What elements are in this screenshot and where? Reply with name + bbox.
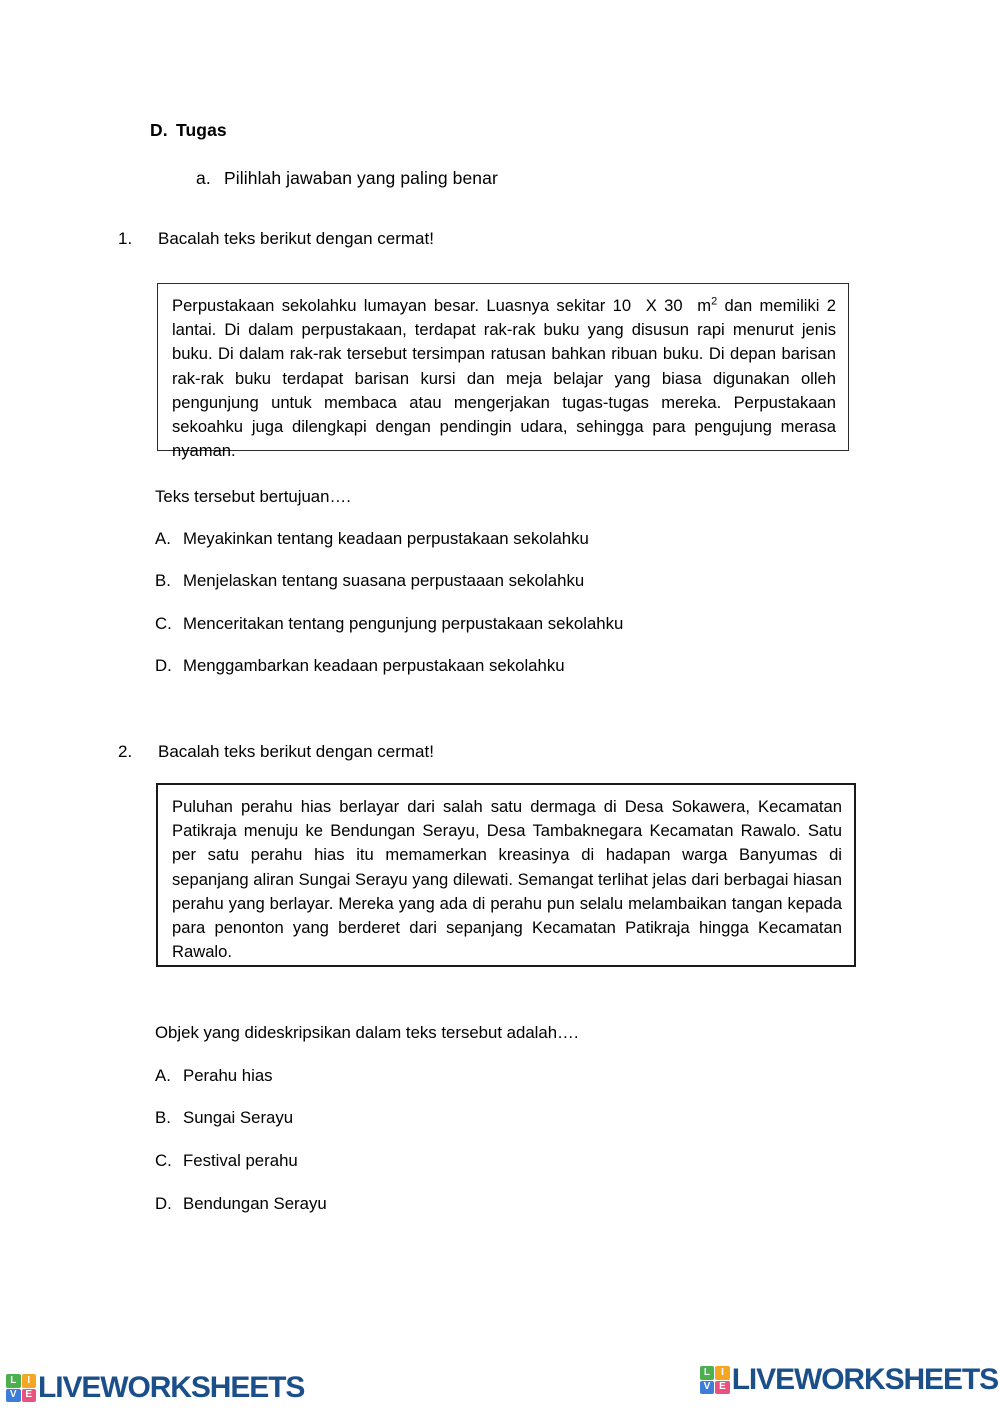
question-1-option-c-text: Menceritakan tentang pengunjung perpustakaan sekolahku <box>183 614 624 633</box>
section-heading <box>150 120 227 141</box>
question-2-option-c-letter: C. <box>155 1151 172 1170</box>
liveworksheets-wordmark: LIVEWORKSHEETS <box>38 1371 305 1404</box>
question-2-passage-box <box>156 783 856 967</box>
question-1-option-b-text: Menjelaskan tentang suasana perpustaaan sekolahku <box>183 571 585 590</box>
question-1-option-c[interactable] <box>155 614 623 634</box>
liveworksheets-logo-right[interactable] <box>700 1365 998 1395</box>
question-1-number: 1. <box>118 229 133 248</box>
question-1-prompt-text: Bacalah teks berikut dengan cermat! <box>158 229 434 248</box>
question-2-option-b[interactable] <box>155 1108 293 1128</box>
sub-instruction-text: Pilihlah jawaban yang paling benar <box>224 168 498 188</box>
liveworksheets-logo-icon <box>6 1374 36 1402</box>
liveworksheets-wordmark: LIVEWORKSHEETS <box>731 1363 998 1396</box>
question-2-option-d-letter: D. <box>155 1194 172 1213</box>
question-2-option-c-text: Festival perahu <box>183 1151 298 1170</box>
logo-tile-e: E <box>22 1389 37 1403</box>
logo-tile-v: V <box>6 1389 21 1403</box>
question-1-option-b[interactable] <box>155 571 584 591</box>
question-1-option-a-text: Meyakinkan tentang keadaan perpustakaan sekolahku <box>183 529 589 548</box>
logo-tile-v: V <box>700 1381 715 1395</box>
question-2-option-d[interactable] <box>155 1194 327 1214</box>
liveworksheets-logo-left[interactable] <box>6 1373 304 1403</box>
question-2-passage-text: Puluhan perahu hias berlayar dari salah satu dermaga di Desa Sokawera, Kecamatan Patikraja menuju ke Bendungan Serayu, Desa Tambaknegara Kecamatan Rawalo. Satu per satu perahu hias itu memamerkan kreasinya di hadapan warga Banyumas di sepanjang aliran Sungai Serayu yang dilewati. Semangat terlihat jelas dari berbagai hiasan perahu yang berlayar. Mereka yang ada di perahu pun selalu melambaikan tangan kepada para penonton yang berderet dari sepanjang Kecamatan Patikraja hingga Kecamatan Rawalo. <box>172 797 842 962</box>
question-2-option-a-text: Perahu hias <box>183 1066 273 1085</box>
question-1-option-d-text: Menggambarkan keadaan perpustakaan sekolahku <box>183 656 565 675</box>
question-2-option-c[interactable] <box>155 1151 298 1171</box>
question-2-option-b-text: Sungai Serayu <box>183 1108 294 1127</box>
logo-tile-i: I <box>715 1366 730 1380</box>
question-2-stem: Objek yang dideskripsikan dalam teks tersebut adalah…. <box>155 1023 579 1042</box>
question-2-prompt-text: Bacalah teks berikut dengan cermat! <box>158 742 434 761</box>
logo-tile-i: I <box>22 1374 37 1388</box>
question-1-option-a-letter: A. <box>155 529 171 548</box>
question-2-option-d-text: Bendungan Serayu <box>183 1194 327 1213</box>
question-1-option-d-letter: D. <box>155 656 172 675</box>
logo-tile-l: L <box>6 1374 21 1388</box>
question-1-option-b-letter: B. <box>155 571 171 590</box>
question-1-stem: Teks tersebut bertujuan…. <box>155 487 351 506</box>
section-marker: D. <box>150 120 168 140</box>
question-2-option-b-letter: B. <box>155 1108 171 1127</box>
logo-tile-l: L <box>700 1366 715 1380</box>
sub-instruction <box>196 168 498 189</box>
liveworksheets-logo-icon <box>700 1366 730 1394</box>
sub-instruction-marker: a. <box>196 168 211 188</box>
question-1-prompt <box>118 229 434 249</box>
section-title: Tugas <box>176 120 227 140</box>
question-2-number: 2. <box>118 742 133 761</box>
question-2-prompt <box>118 742 434 762</box>
question-1-passage-box <box>157 283 849 461</box>
question-1-option-d[interactable] <box>155 656 565 676</box>
question-2-option-a-letter: A. <box>155 1066 171 1085</box>
question-1-option-a[interactable] <box>155 529 589 549</box>
question-2-option-a[interactable] <box>155 1066 273 1086</box>
question-1-option-c-letter: C. <box>155 614 172 633</box>
logo-tile-e: E <box>715 1381 730 1395</box>
question-1-passage-text: Perpustakaan sekolahku lumayan besar. Luasnya sekitar 10 X 30 $m^2$ dan memiliki 2 lantai. Di dalam perpustakaan, terdapat rak-rak buku yang disusun rapi menurut jenis buku. Di dalam rak-rak tersebut tersimpan ratusan bahkan ribuan buku. Di depan barisan rak-rak buku terdapat barisan kursi dan meja belajar yang biasa digunakan olleh pengunjung untuk membaca atau mengerjakan tugas-tugas mereka. Perpustakaan sekoahku juga dilengkapi dengan pendingin udara, sehingga para pengujung merasa nyaman. <box>172 295 836 461</box>
